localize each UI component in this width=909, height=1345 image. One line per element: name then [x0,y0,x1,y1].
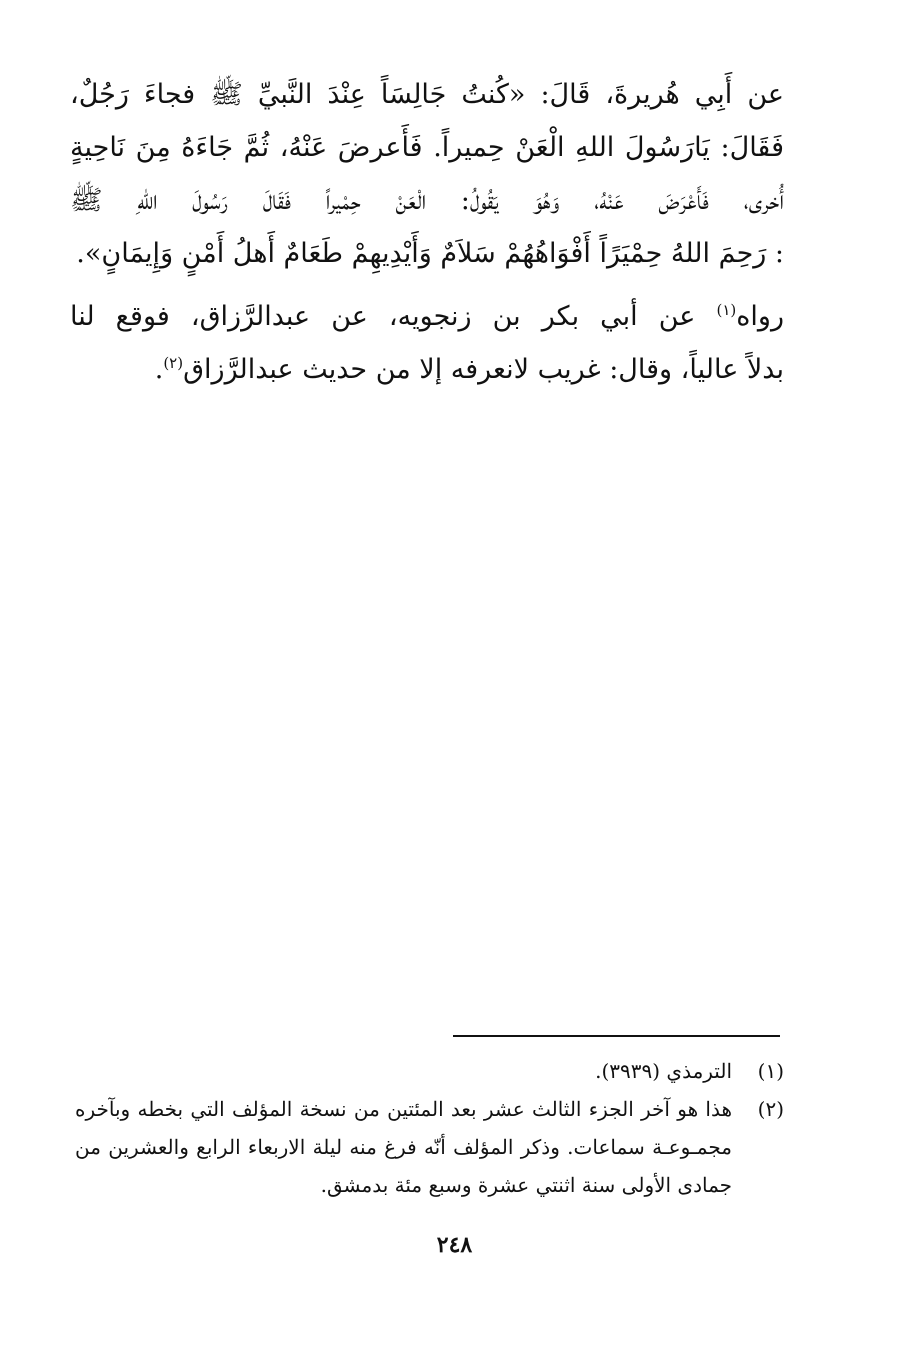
footnote-text [75,1090,732,1204]
footnote-number: (١) [757,1059,784,1083]
footnote-number: (٢) [757,1097,784,1121]
text-segment: بدلاً عالياً، وقال: غريب لانعرفه إلا من حديث عبدالرَّزاق [183,354,784,385]
footnote-text [75,1052,732,1090]
text-segment: . [154,354,164,385]
page-number: ٢٤٨ [436,1232,473,1258]
footnote-marker-2: (٢) [163,354,184,372]
footnotes [75,1052,784,1204]
footnote-line: مجمـوعـة سماعات. وذكر المؤلف أنّه فرغ منه ليلة الاربعاء الرابع والعشرين من [75,1135,732,1159]
text-line: أُخرى، فَأَعْرَضَ عَنْهُ، وَهُوَ يَقُولُ: الْعَنْ حِمْيراً فَقَالَ رَسُولَ اللهِ ﷺ [70,185,784,216]
footnote-line: الترمذي (٣٩٣٩). [595,1059,732,1083]
footnote-2 [75,1090,784,1204]
main-text [70,68,784,396]
text-segment: رواه [736,301,784,332]
footnote-marker-1: (١) [716,301,737,319]
footnote-line: هذا هو آخر الجزء الثالث عشر بعد المئتين من نسخة المؤلف التي بخطه وبآخره [75,1097,732,1121]
footnote-separator [453,1035,780,1037]
narration-paragraph [70,290,784,396]
text-segment: عن أبي بكر بن زنجويه، عن عبدالرَّزاق، فوقع لنا [70,301,717,332]
footnote-line: جمادى الأولى سنة اثنتي عشرة وسبع مئة بدمشق. [320,1173,732,1197]
hadith-paragraph [70,68,784,280]
footnote-1 [75,1052,784,1090]
text-line [70,290,784,343]
text-line: : رَحِمَ اللهُ حِمْيَرًاً أَفْوَاهُهُمْ سَلاَمٌ وَأَيْدِيهِمْ طَعَامٌ أَهلُ أَمْنٍ وَإِيمَانٍ». [76,238,784,269]
text-line: عن أَبِي هُريرةَ، قَالَ: «كُنتُ جَالِسَاً عِنْدَ النَّبيِّ ﷺ فجاءَ رَجُلٌ، [70,79,784,110]
text-line: فَقَالَ: يَارَسُولَ اللهِ الْعَنْ حِميراً. فَأَعرضَ عَنْهُ، ثُمَّ جَاءَهُ مِنَ نَاحِيةٍ [70,132,784,163]
text-line [70,343,784,396]
